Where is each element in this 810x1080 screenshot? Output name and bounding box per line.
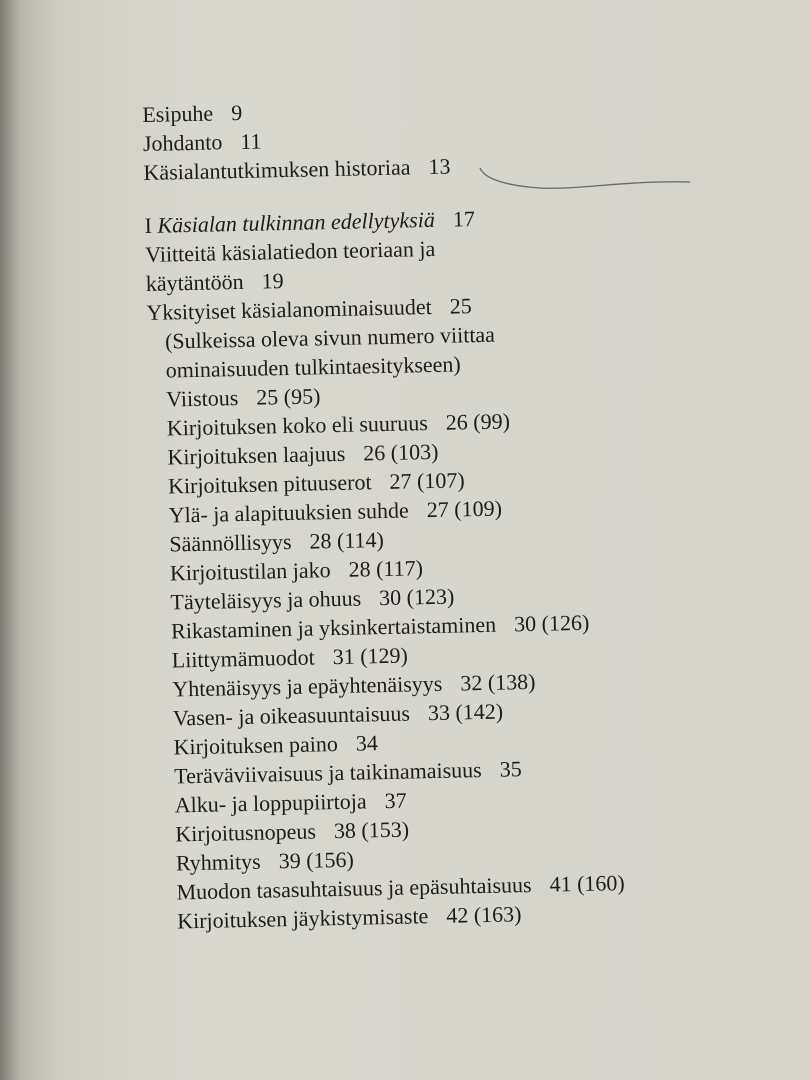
entry-page: 32 (138) — [460, 668, 536, 696]
entry-title: Esipuhe — [142, 100, 214, 127]
table-of-contents — [142, 90, 626, 936]
entry-page: 37 — [384, 787, 407, 814]
entry-page: 17 — [452, 206, 476, 232]
entry-title: Viistous — [166, 385, 239, 412]
entry-title: Kirjoituksen laajuus — [167, 440, 346, 470]
entry-page: 27 (107) — [389, 467, 465, 494]
entry-title: Kirjoituksen koko eli suuruus — [166, 410, 429, 441]
entry-title: Rikastaminen ja yksinkertaistaminen — [170, 611, 497, 644]
entry-title: Muodon tasasuhtaisuus ja epäsuhtaisuus — [176, 872, 532, 905]
entry-title: Liittymämuodot — [171, 644, 315, 673]
entry-page: 41 (160) — [549, 870, 625, 897]
part-numeral: I — [144, 212, 153, 238]
entry-page: 34 — [355, 730, 379, 756]
entry-page: 11 — [240, 128, 262, 154]
entry-title: Johdanto — [142, 129, 223, 156]
entry-title: Teräväviivaisuus ja taikinamaisuus — [173, 757, 482, 789]
sub-entries — [148, 375, 626, 936]
entry-title: Alku- ja loppupiirtoja — [174, 788, 367, 818]
entry-title: Ryhmitys — [175, 848, 261, 876]
entry-page: 19 — [261, 268, 284, 294]
entry-page: 30 (126) — [513, 609, 590, 637]
entry-page: 26 (99) — [445, 408, 511, 435]
entry-title: Vasen- ja oikeasuuntaisuus — [172, 700, 411, 731]
entry-page: 42 (163) — [446, 901, 522, 928]
note-line: ominaisuuden tulkintaesitykseen) — [165, 351, 461, 383]
entry-title: Kirjoitusnopeus — [175, 818, 317, 847]
entry-page: 39 (156) — [278, 846, 355, 874]
entry-page: 31 (129) — [332, 642, 409, 670]
note-line: (Sulkeissa oleva sivun numero viittaa — [164, 321, 496, 354]
entry-title: Viitteitä käsialatiedon teoriaan ja — [144, 235, 436, 267]
entry-title: Yhtenäisyys ja epäyhtenäisyys — [172, 670, 443, 702]
entry-title: Ylä- ja alapituuksien suhde — [168, 497, 410, 528]
entry-page: 28 (114) — [309, 527, 385, 554]
entry-page: 26 (103) — [362, 438, 439, 466]
entry-title: Kirjoituksen paino — [173, 731, 339, 760]
entry-page: 38 (153) — [333, 816, 410, 844]
entry-page: 9 — [230, 99, 243, 126]
entry-title: Käsialantutkimuksen historiaa — [143, 154, 411, 185]
entry-title: käytäntöön — [145, 268, 244, 296]
entry-page: 28 (117) — [348, 555, 424, 582]
entry-page: 35 — [499, 756, 522, 782]
entry-title: Säännöllisyys — [169, 528, 292, 557]
entry-page: 33 (142) — [427, 698, 504, 726]
entry-page: 13 — [428, 153, 451, 180]
entry-title: Täyteläisyys ja ohuus — [170, 585, 362, 615]
entry-title: Yksityiset käsialanominaisuudet — [146, 293, 433, 325]
entry-page: 25 — [449, 293, 473, 319]
entry-title: Kirjoitustilan jako — [169, 557, 331, 586]
entry-page: 27 (109) — [426, 495, 503, 523]
entry-title: Kirjoituksen jäykistymisaste — [176, 903, 429, 934]
part-title: Käsialan tulkinnan edellytyksiä — [157, 206, 436, 238]
entry-title: Kirjoituksen pituuserot — [167, 469, 372, 499]
entry-page: 25 (95) — [256, 383, 321, 410]
entry-page: 30 (123) — [378, 583, 455, 611]
